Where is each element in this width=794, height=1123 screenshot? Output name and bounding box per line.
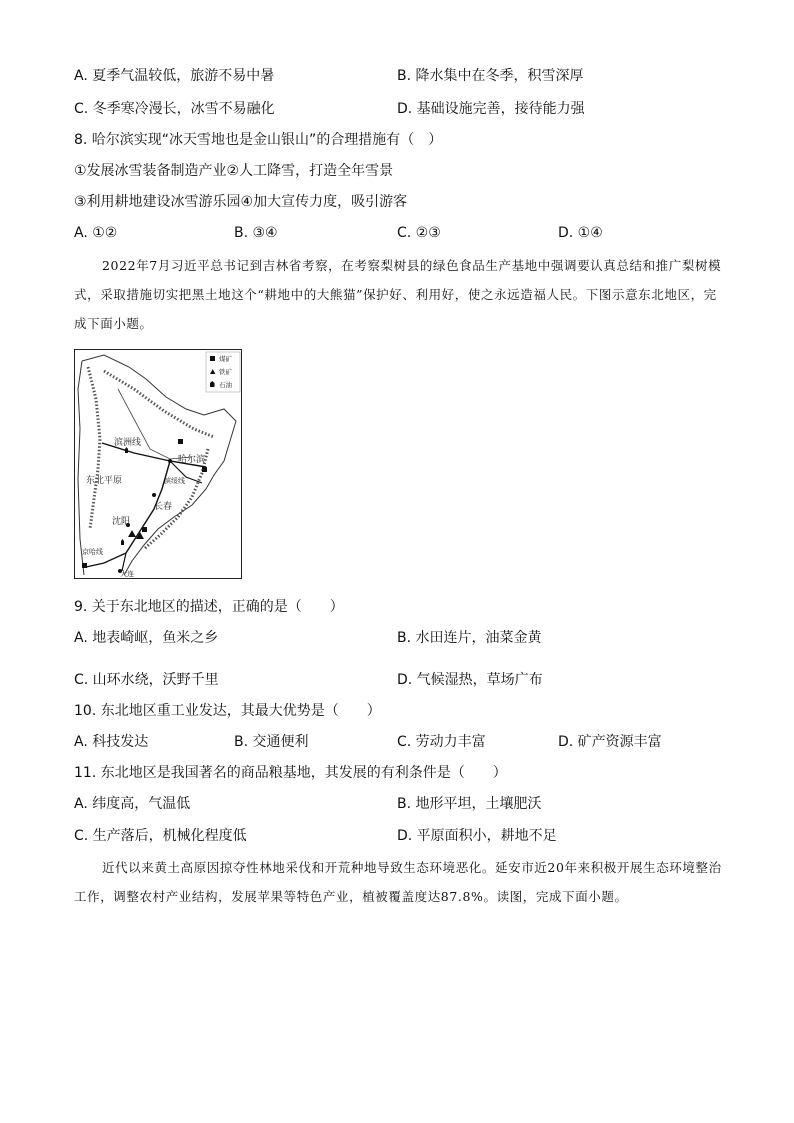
label-jingha: 京哈线 [82,548,103,556]
city-harbin [168,459,172,463]
q10-option-c: C. 劳动力丰富 [397,734,486,750]
q8-option-a: A. ①② [74,225,118,241]
q10-option-b: B. 交通便利 [234,734,309,750]
legend-oil: 石油 [219,381,232,389]
q8-statement-1: ①发展冰雪装备制造产业②人工降雪，打造全年雪景 [74,163,394,179]
passage-northeast: 2022年7月习近平总书记到吉林省考察，在考察梨树县的绿色食品生产基地中强调要认真总结和推广梨树模式，采取措施切实把黑土地这个“耕地中的大熊猫”保护好、利用好，使之永远造福人民。下图示意东北地区，完成下面小题。 [74,258,722,331]
q8-statement-2: ③利用耕地建设冰雪游乐园④加大宣传力度，吸引游客 [74,194,408,210]
q8-stem: 8. 哈尔滨实现“冰天雪地也是金山银山”的合理措施有（ ） [74,132,443,148]
q11-stem: 11. 东北地区是我国著名的商品粮基地，其发展的有利条件是（ ） [74,765,507,781]
q7-option-c: C. 冬季寒冷漫长，冰雪不易融化 [74,101,275,117]
label-dalian: 大连 [120,570,134,578]
coal-mine-symbol [142,527,147,532]
q8-option-b: B. ③④ [234,225,278,241]
q8-option-d: D. ①④ [558,225,603,241]
label-binsui: 滨绥线 [164,477,185,485]
q11-option-c: C. 生产落后，机械化程度低 [74,828,247,844]
q11-option-a: A. 纬度高，气温低 [74,796,191,812]
legend-coal-icon [210,356,215,361]
label-harbin: 哈尔滨 [178,455,206,465]
q10-option-a: A. 科技发达 [74,734,149,750]
coal-mine-symbol [202,467,207,472]
coal-mine-symbol [178,439,183,444]
city-changchun [152,493,156,497]
q9-option-d: D. 气候湿热，草场广布 [397,672,543,688]
q8-option-c: C. ②③ [397,225,441,241]
label-changchun: 长春 [154,502,173,512]
map-legend [206,352,240,392]
northeast-china-map [74,349,242,579]
q7-option-b: B. 降水集中在冬季，积雪深厚 [397,68,584,84]
legend-coal: 煤矿 [219,355,232,363]
q10-stem: 10. 东北地区重工业发达，其最大优势是（ ） [74,703,381,719]
legend-iron: 铁矿 [219,368,232,376]
q9-option-c: C. 山环水绕，沃野千里 [74,672,219,688]
coal-mine-symbol [82,563,87,568]
q11-option-d: D. 平原面积小，耕地不足 [397,828,557,844]
q7-option-a: A. 夏季气温较低，旅游不易中暑 [74,68,275,84]
q7-option-d: D. 基础设施完善，接待能力强 [397,101,585,117]
label-binzhou: 滨洲线 [114,438,142,448]
q11-option-b: B. 地形平坦，土壤肥沃 [397,796,542,812]
label-plain: 东北平原 [86,476,123,486]
q10-option-d: D. 矿产资源丰富 [558,734,662,750]
q9-stem: 9. 关于东北地区的描述，正确的是（ ） [74,599,344,615]
q9-option-a: A. 地表崎岖，鱼米之乡 [74,630,219,646]
q9-option-b: B. 水田连片，油菜金黄 [397,630,542,646]
label-shenyang: 沈阳 [112,517,131,527]
passage-loess-plateau: 近代以来黄土高原因掠夺性林地采伐和开荒种地导致生态环境恶化。延安市近20年来积极开展生态环境整治工作，调整农村产业结构，发展苹果等特色产业，植被覆盖度达87.8%。读图，完成下面小题。 [74,860,722,904]
